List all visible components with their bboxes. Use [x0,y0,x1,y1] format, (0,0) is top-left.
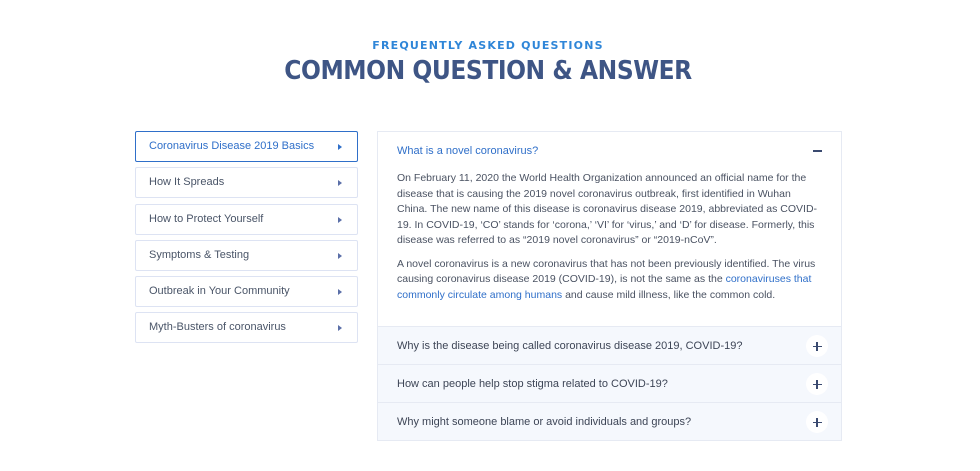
faq-question-text: Why might someone blame or avoid individuals and groups? [397,416,692,428]
answer-text: A novel coronavirus is a new coronavirus that has not been previously identified. The virus causing coronavirus disease 2019 (COVID-19), is not the same as the [397,257,816,285]
faq-question-text: What is a novel coronavirus? [397,145,539,157]
answer-paragraph [397,257,822,304]
faq-answer [378,170,841,326]
category-item-myth-busters[interactable] [135,312,358,343]
caret-right-icon [338,217,342,223]
category-label: How It Spreads [149,176,225,189]
section-kicker: FREQUENTLY ASKED QUESTIONS [372,39,604,52]
coronaviruses-link[interactable]: coronaviruses that commonly circulate among humans [397,273,812,301]
caret-right-icon [338,144,342,150]
category-label: Myth-Busters of coronavirus [149,321,286,334]
faq-question-text: How can people help stop stigma related to COVID-19? [397,378,668,390]
answer-text: and cause mild illness, like the common cold. [562,288,776,301]
faq-question-open[interactable] [378,132,841,170]
category-list [135,131,358,349]
category-item-basics[interactable] [135,131,358,162]
plus-icon[interactable] [806,411,828,433]
category-label: Coronavirus Disease 2019 Basics [149,140,315,152]
category-item-outbreak[interactable] [135,276,358,307]
category-item-protect[interactable] [135,204,358,235]
section-title: COMMON QUESTION & ANSWER [284,56,692,86]
caret-right-icon [338,325,342,331]
caret-right-icon [338,289,342,295]
caret-right-icon [338,180,342,186]
plus-icon[interactable] [806,335,828,357]
category-label: Symptoms & Testing [149,248,250,261]
answer-paragraph: On February 11, 2020 the World Health Organization announced an official name for the disease that is causing the 2019 novel coronavirus outbreak, first identified in Wuhan China. The new name of this disease is coronavirus disease 2019, abbreviated as COVID-19. In COVID-19, ‘CO’ stands for ‘corona,’ ‘VI’ for ‘virus,’ and ‘D’ for disease. Formerly, this disease was referred to as “2019 novel coronavirus” or “2019-nCoV”. [397,172,818,246]
caret-right-icon [338,253,342,259]
category-label: How to Protect Yourself [149,212,264,225]
category-label: Outbreak in Your Community [149,285,290,298]
faq-question-text: Why is the disease being called coronavirus disease 2019, COVID-19? [397,340,743,352]
faq-question-closed[interactable] [378,364,841,402]
category-item-spreads[interactable] [135,167,358,198]
faq-question-closed[interactable] [378,402,841,440]
faq-question-closed[interactable] [378,326,841,364]
minus-icon[interactable] [813,150,822,152]
category-item-symptoms[interactable] [135,240,358,271]
plus-icon[interactable] [806,373,828,395]
faq-accordion [377,131,842,441]
